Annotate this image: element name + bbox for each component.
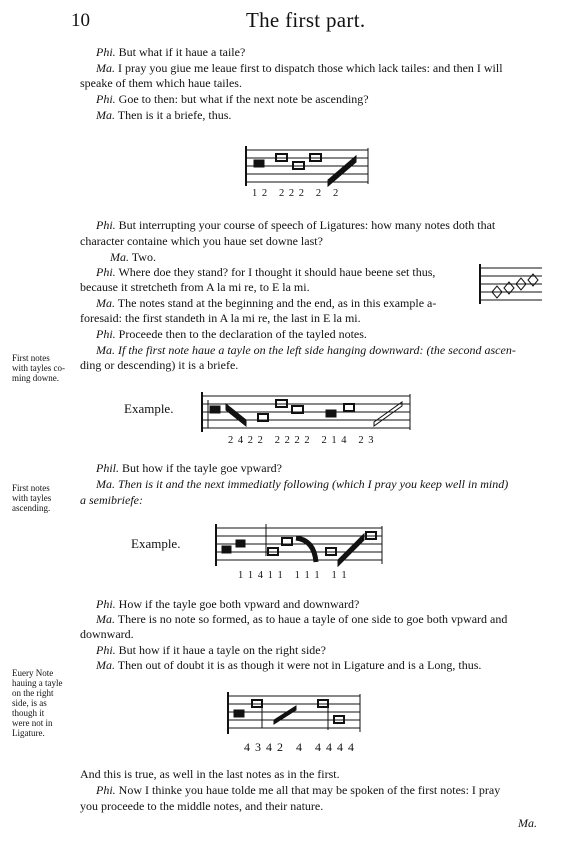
figure-numbers: 2 4 2 2 2 2 2 2 2 1 4 2 3	[228, 435, 375, 446]
text-line: Ma. There is no note so formed, as to haue a tayle of one side to goe both vpward and	[96, 612, 508, 626]
inline-ligature-figure	[478, 262, 546, 306]
catchword: Ma.	[518, 816, 537, 830]
text-line: Phi. Where doe they stand? for I thought it should haue beene set thus,	[96, 265, 436, 279]
margin-note: First notes with tayles co- ming downe.	[12, 353, 65, 383]
text-line: character containe which you haue set downe last?	[80, 234, 323, 248]
text-line: Phi. But what if it haue a taile?	[96, 45, 246, 59]
music-notation-figure	[210, 520, 388, 572]
text-line: a semibriefe:	[80, 493, 143, 507]
text-line: Phi. Now I thinke you haue tolde me all that may be spoken of the first notes: I pray	[96, 783, 501, 797]
margin-note: First notes with tayles ascending.	[12, 483, 52, 513]
text-line: Phi. Goe to then: but what if the next note be ascending?	[96, 92, 369, 106]
text-line: Ma. Then is it and the next immediatly following (which I pray you keep well in mind)	[96, 477, 509, 491]
figure-numbers: 1 1 4 1 1 1 1 1 1 1	[238, 570, 348, 581]
text-line: Ma. If the first note haue a tayle on the left side hanging downward: (the second ascen-	[96, 343, 516, 357]
text-line: And this is true, as well in the last notes as in the first.	[80, 767, 340, 781]
text-line: you proceede to the middle notes, and their nature.	[80, 799, 324, 813]
text-line: foresaid: the first standeth in A la mi re, the last in E la mi.	[80, 311, 361, 325]
margin-note: Euery Note hauing a tayle on the right side, is as though it were not in Ligature.	[12, 668, 63, 738]
text-line: Ma. Two.	[110, 250, 156, 264]
text-line: Phi. Proceede then to the declaration of the tayled notes.	[96, 327, 367, 341]
text-line: speake of them which haue tailes.	[80, 76, 242, 90]
text-line: Ma. I pray you giue me leaue first to dispatch those which lack tailes: and then I will	[96, 61, 503, 75]
music-notation-figure	[196, 388, 416, 436]
example-label: Example.	[131, 536, 181, 551]
text-line: Phil. But how if the tayle goe vpward?	[96, 461, 282, 475]
text-line: Phi. But how if it haue a tayle on the right side?	[96, 643, 326, 657]
text-line: Ma. Then out of doubt it is as though it were not in Ligature and is a Long, thus.	[96, 658, 482, 672]
text-line: Ma. Then is it a briefe, thus.	[96, 108, 232, 122]
text-line: ding or descending) it is a briefe.	[80, 358, 239, 372]
running-title: The first part.	[246, 8, 366, 32]
page-number: 10	[71, 10, 90, 31]
example-label: Example.	[124, 401, 174, 416]
text-line: Ma. The notes stand at the beginning and the end, as in this example a-	[96, 296, 437, 310]
text-line: downward.	[80, 627, 134, 641]
text-line: because it stretcheth from A la mi re, to E la mi.	[80, 280, 310, 294]
figure-numbers: 1 2 2 2 2 2 2	[252, 188, 340, 199]
music-notation-figure	[222, 688, 366, 738]
text-line: Phi. How if the tayle goe both vpward and downward?	[96, 597, 360, 611]
music-notation-figure	[238, 140, 378, 188]
figure-numbers: 4 3 4 2 4 4 4 4 4	[244, 740, 355, 754]
text-line: Phi. But interrupting your course of speech of Ligatures: how many notes doth that	[96, 218, 496, 232]
